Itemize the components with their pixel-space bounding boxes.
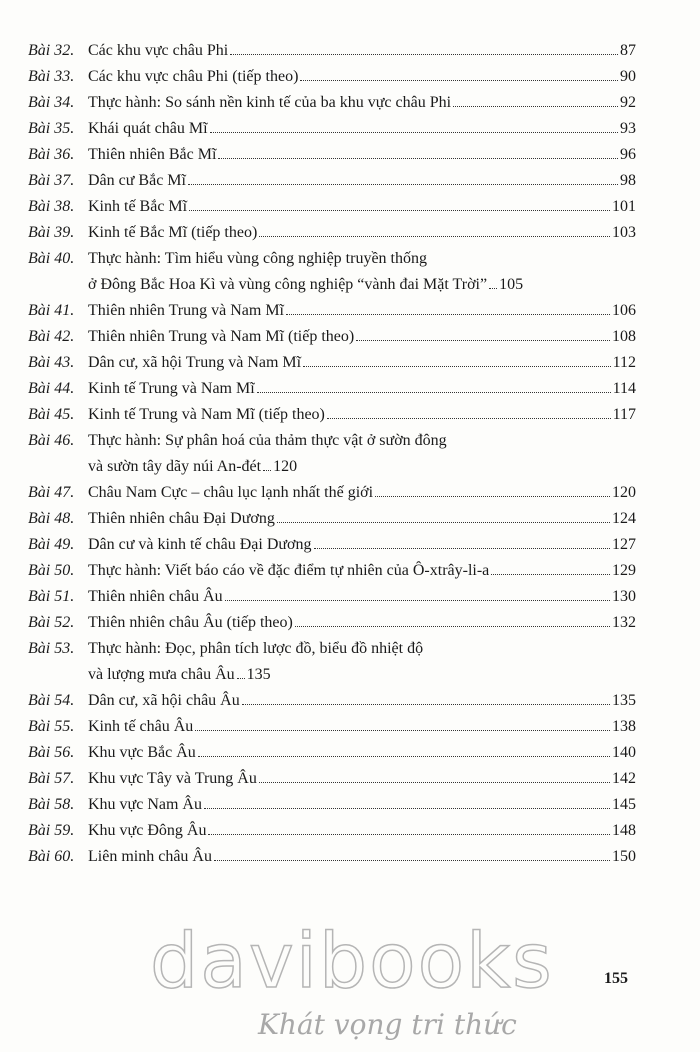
lesson-title: và lượng mưa châu Âu	[88, 666, 235, 683]
lesson-page: 135	[246, 666, 271, 683]
lesson-page: 117	[612, 406, 636, 423]
toc-entry	[28, 584, 636, 610]
lesson-title: Thực hành: So sánh nền kinh tế của ba khu vực châu Phi	[88, 94, 452, 111]
lesson-title: Khái quát châu Mĩ	[88, 120, 208, 137]
watermark-slogan: Khát vọng tri thức	[258, 1008, 517, 1041]
lesson-number: Bài 46.	[28, 432, 75, 449]
toc-entry	[28, 220, 636, 246]
lesson-page: 112	[612, 354, 636, 371]
toc-entry	[28, 246, 636, 298]
lesson-number: Bài 55.	[28, 718, 75, 735]
dot-leader	[189, 210, 610, 211]
lesson-title: Thiên nhiên châu Đại Dương	[88, 510, 275, 527]
lesson-title: Kinh tế Trung và Nam Mĩ (tiếp theo)	[88, 406, 325, 423]
lesson-page: 96	[620, 146, 636, 163]
dot-leader	[237, 678, 245, 679]
lesson-page: 130	[612, 588, 636, 605]
lesson-page: 138	[612, 718, 636, 735]
lesson-page: 101	[612, 198, 636, 215]
lesson-page: 135	[612, 692, 636, 709]
toc-entry	[28, 766, 636, 792]
dot-leader	[259, 782, 610, 783]
lesson-title: Dân cư, xã hội châu Âu	[88, 692, 240, 709]
lesson-page: 148	[612, 822, 636, 839]
lesson-page: 150	[612, 848, 636, 865]
lesson-number: Bài 34.	[28, 94, 75, 111]
dot-leader	[218, 158, 618, 159]
lesson-number: Bài 58.	[28, 796, 75, 813]
toc-entry	[28, 714, 636, 740]
lesson-title: Kinh tế Bắc Mĩ	[88, 198, 188, 215]
dot-leader	[303, 366, 610, 367]
dot-leader	[225, 600, 610, 601]
lesson-number: Bài 60.	[28, 848, 75, 865]
lesson-number: Bài 51.	[28, 588, 75, 605]
lesson-page: 92	[620, 94, 636, 111]
dot-leader	[230, 54, 618, 55]
lesson-page: 98	[620, 172, 636, 189]
lesson-number: Bài 44.	[28, 380, 75, 397]
lesson-title: Thiên nhiên Bắc Mĩ	[88, 146, 217, 163]
lesson-title: Dân cư, xã hội Trung và Nam Mĩ	[88, 354, 302, 371]
lesson-page: 105	[499, 276, 524, 293]
lesson-title: Kinh tế châu Âu	[88, 718, 194, 735]
lesson-title: Khu vực Tây và Trung Âu	[88, 770, 257, 787]
lesson-number: Bài 59.	[28, 822, 75, 839]
lesson-title: ở Đông Bắc Hoa Kì và vùng công nghiệp “vành đai Mặt Trời”	[88, 276, 488, 293]
toc-entry	[28, 38, 636, 64]
dot-leader	[204, 808, 610, 809]
toc-entry	[28, 350, 636, 376]
dot-leader	[259, 236, 610, 237]
toc-entry	[28, 844, 636, 870]
toc-entry	[28, 610, 636, 636]
lesson-number: Bài 40.	[28, 250, 75, 267]
lesson-title: và sườn tây dãy núi An-đét	[88, 458, 262, 475]
dot-leader	[208, 834, 610, 835]
lesson-title: Thực hành: Viết báo cáo về đặc điểm tự nhiên của Ô-xtrây-li-a	[88, 562, 490, 579]
lesson-page: 124	[612, 510, 636, 527]
lesson-page: 103	[612, 224, 636, 241]
lesson-title: Khu vực Bắc Âu	[88, 744, 196, 761]
toc-entry	[28, 532, 636, 558]
toc-entry	[28, 818, 636, 844]
dot-leader	[491, 574, 610, 575]
lesson-number: Bài 35.	[28, 120, 75, 137]
dot-leader	[195, 730, 610, 731]
lesson-page: 142	[612, 770, 636, 787]
dot-leader	[356, 340, 610, 341]
toc-entry	[28, 90, 636, 116]
lesson-page: 114	[612, 380, 636, 397]
lesson-title: Khu vực Nam Âu	[88, 796, 202, 813]
toc-entry	[28, 194, 636, 220]
watermark-brand: davibooks	[150, 916, 554, 1005]
lesson-title: Khu vực Đông Âu	[88, 822, 207, 839]
lesson-number: Bài 53.	[28, 640, 75, 657]
lesson-title: Dân cư và kinh tế châu Đại Dương	[88, 536, 312, 553]
lesson-number: Bài 50.	[28, 562, 75, 579]
lesson-number: Bài 38.	[28, 198, 75, 215]
lesson-page: 120	[273, 458, 298, 475]
lesson-page: 106	[612, 302, 636, 319]
dot-leader	[198, 756, 610, 757]
lesson-page: 132	[612, 614, 636, 631]
lesson-title: Thiên nhiên Trung và Nam Mĩ (tiếp theo)	[88, 328, 355, 345]
toc-entry	[28, 688, 636, 714]
dot-leader	[242, 704, 610, 705]
dot-leader	[375, 496, 610, 497]
lesson-title: Liên minh châu Âu	[88, 848, 212, 865]
toc-entry	[28, 168, 636, 194]
lesson-page: 87	[620, 42, 636, 59]
dot-leader	[295, 626, 610, 627]
dot-leader	[277, 522, 610, 523]
dot-leader	[489, 288, 497, 289]
lesson-title-line1: Thực hành: Tìm hiểu vùng công nghiệp truyền thống	[88, 250, 427, 267]
dot-leader	[257, 392, 611, 393]
lesson-title-line1: Thực hành: Đọc, phân tích lược đồ, biểu đồ nhiệt độ	[88, 640, 424, 657]
toc-entry	[28, 64, 636, 90]
lesson-number: Bài 36.	[28, 146, 75, 163]
dot-leader	[188, 184, 618, 185]
toc-entry	[28, 376, 636, 402]
lesson-number: Bài 57.	[28, 770, 75, 787]
lesson-page: 108	[612, 328, 636, 345]
toc-entry	[28, 116, 636, 142]
lesson-number: Bài 32.	[28, 42, 75, 59]
dot-leader	[300, 80, 618, 81]
lesson-page: 129	[612, 562, 636, 579]
toc-entry	[28, 792, 636, 818]
lesson-number: Bài 42.	[28, 328, 75, 345]
lesson-title: Các khu vực châu Phi (tiếp theo)	[88, 68, 299, 85]
dot-leader	[210, 132, 618, 133]
lesson-number: Bài 49.	[28, 536, 75, 553]
toc-entry	[28, 298, 636, 324]
lesson-title: Thiên nhiên châu Âu	[88, 588, 223, 605]
lesson-title: Thiên nhiên Trung và Nam Mĩ	[88, 302, 284, 319]
dot-leader	[214, 860, 610, 861]
dot-leader	[286, 314, 610, 315]
dot-leader	[314, 548, 610, 549]
lesson-number: Bài 48.	[28, 510, 75, 527]
lesson-number: Bài 43.	[28, 354, 75, 371]
lesson-title-line1: Thực hành: Sự phân hoá của thảm thực vật ở sườn đông	[88, 432, 447, 449]
toc-entry	[28, 142, 636, 168]
lesson-number: Bài 56.	[28, 744, 75, 761]
lesson-number: Bài 41.	[28, 302, 75, 319]
lesson-number: Bài 54.	[28, 692, 75, 709]
lesson-title: Kinh tế Bắc Mĩ (tiếp theo)	[88, 224, 258, 241]
lesson-number: Bài 39.	[28, 224, 75, 241]
page-number: 155	[604, 970, 628, 987]
toc-entry	[28, 740, 636, 766]
lesson-page: 127	[612, 536, 636, 553]
toc-entry	[28, 636, 636, 688]
lesson-number: Bài 52.	[28, 614, 75, 631]
dot-leader	[453, 106, 618, 107]
dot-leader	[263, 470, 271, 471]
table-of-contents	[28, 38, 636, 870]
lesson-title: Các khu vực châu Phi	[88, 42, 229, 59]
toc-entry	[28, 480, 636, 506]
lesson-title: Thiên nhiên châu Âu (tiếp theo)	[88, 614, 293, 631]
toc-entry	[28, 558, 636, 584]
lesson-page: 93	[620, 120, 636, 137]
lesson-title: Dân cư Bắc Mĩ	[88, 172, 186, 189]
lesson-page: 145	[612, 796, 636, 813]
lesson-title: Châu Nam Cực – châu lục lạnh nhất thế giới	[88, 484, 374, 501]
lesson-number: Bài 47.	[28, 484, 75, 501]
lesson-title: Kinh tế Trung và Nam Mĩ	[88, 380, 255, 397]
lesson-page: 120	[612, 484, 636, 501]
lesson-number: Bài 37.	[28, 172, 75, 189]
lesson-page: 90	[620, 68, 636, 85]
dot-leader	[327, 418, 611, 419]
lesson-page: 140	[612, 744, 636, 761]
lesson-number: Bài 45.	[28, 406, 75, 423]
toc-entry	[28, 428, 636, 480]
lesson-number: Bài 33.	[28, 68, 75, 85]
toc-entry	[28, 506, 636, 532]
toc-entry	[28, 324, 636, 350]
toc-entry	[28, 402, 636, 428]
